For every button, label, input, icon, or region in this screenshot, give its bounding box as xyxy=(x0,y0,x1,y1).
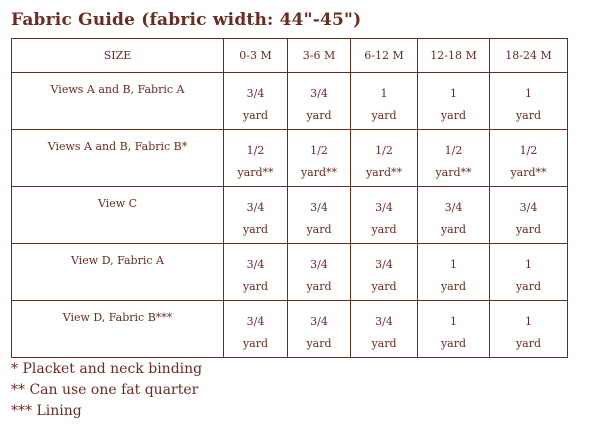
amount-cell xyxy=(351,73,418,130)
footnote: ** Can use one fat quarter xyxy=(11,382,199,398)
amount-value: 3/4 xyxy=(444,201,463,214)
fabric-guide-table xyxy=(11,38,568,358)
footnote: *** Lining xyxy=(11,403,82,419)
amount-cell xyxy=(418,130,490,187)
amount-unit: yard xyxy=(242,223,269,236)
amount-value: 3/4 xyxy=(310,315,328,328)
amount-value: 3/4 xyxy=(246,258,265,271)
amount-value: 1 xyxy=(380,87,388,100)
amount-cell xyxy=(351,301,418,358)
amount-value: 1 xyxy=(525,258,532,271)
amount-value: 1/2 xyxy=(444,144,463,157)
amount-cell xyxy=(351,244,418,301)
amount-unit: yard xyxy=(242,337,269,350)
amount-unit: yard** xyxy=(237,166,274,179)
header-size: SIZE xyxy=(12,39,224,73)
amount-value: 3/4 xyxy=(375,201,393,214)
amount-unit: yard xyxy=(371,337,397,350)
amount-unit: yard xyxy=(440,280,467,293)
amount-cell xyxy=(490,130,568,187)
amount-value: 1 xyxy=(525,315,532,328)
amount-value: 1/2 xyxy=(246,144,265,157)
amount-value: 3/4 xyxy=(246,201,265,214)
amount-value: 3/4 xyxy=(375,315,393,328)
amount-value: 1 xyxy=(525,87,532,100)
page-title: Fabric Guide (fabric width: 44"-45") xyxy=(11,10,362,30)
amount-value: 3/4 xyxy=(246,315,265,328)
header-6-12m: 6-12 M xyxy=(351,39,418,73)
row-label: Views A and B, Fabric B* xyxy=(12,130,224,187)
amount-cell xyxy=(224,187,288,244)
amount-unit: yard xyxy=(371,223,397,236)
header-0-3m: 0-3 M xyxy=(224,39,288,73)
amount-cell xyxy=(288,244,351,301)
table-row xyxy=(12,301,568,358)
amount-value: 3/4 xyxy=(310,87,328,100)
amount-value: 1 xyxy=(450,258,457,271)
amount-cell xyxy=(224,301,288,358)
amount-cell xyxy=(288,187,351,244)
amount-value: 3/4 xyxy=(246,87,265,100)
amount-unit: yard xyxy=(515,337,542,350)
amount-unit: yard** xyxy=(435,166,472,179)
amount-value: 3/4 xyxy=(310,258,328,271)
row-label: View D, Fabric A xyxy=(12,244,224,301)
header-18-24m: 18-24 M xyxy=(490,39,568,73)
amount-cell xyxy=(288,301,351,358)
amount-unit: yard xyxy=(242,109,269,122)
header-12-18m: 12-18 M xyxy=(418,39,490,73)
amount-cell xyxy=(351,130,418,187)
amount-cell xyxy=(288,130,351,187)
amount-unit: yard xyxy=(306,109,332,122)
table-header-row xyxy=(12,39,568,73)
amount-cell xyxy=(224,244,288,301)
amount-unit: yard xyxy=(242,280,269,293)
amount-value: 1 xyxy=(450,315,457,328)
amount-value: 3/4 xyxy=(375,258,393,271)
amount-unit: yard xyxy=(515,223,542,236)
amount-cell xyxy=(224,130,288,187)
amount-cell xyxy=(490,301,568,358)
amount-value: 3/4 xyxy=(519,201,538,214)
footnotes xyxy=(11,359,202,422)
amount-value: 1 xyxy=(450,87,457,100)
header-3-6m: 3-6 M xyxy=(288,39,351,73)
amount-unit: yard** xyxy=(365,166,403,179)
table-row xyxy=(12,244,568,301)
row-label: Views A and B, Fabric A xyxy=(12,73,224,130)
table-row xyxy=(12,73,568,130)
amount-unit: yard xyxy=(515,109,542,122)
amount-cell xyxy=(418,73,490,130)
amount-unit: yard xyxy=(440,223,467,236)
amount-unit: yard xyxy=(371,280,397,293)
amount-unit: yard xyxy=(306,223,332,236)
amount-unit: yard xyxy=(371,109,397,122)
amount-cell xyxy=(351,187,418,244)
amount-unit: yard xyxy=(440,109,467,122)
amount-cell xyxy=(490,244,568,301)
amount-value: 3/4 xyxy=(310,201,328,214)
amount-cell xyxy=(490,187,568,244)
amount-unit: yard xyxy=(306,280,332,293)
amount-value: 1/2 xyxy=(310,144,328,157)
table-row xyxy=(12,187,568,244)
amount-unit: yard xyxy=(440,337,467,350)
amount-cell xyxy=(224,73,288,130)
amount-unit: yard** xyxy=(510,166,547,179)
table-row xyxy=(12,130,568,187)
amount-unit: yard** xyxy=(300,166,338,179)
amount-value: 1/2 xyxy=(375,144,393,157)
amount-cell xyxy=(490,73,568,130)
amount-value: 1/2 xyxy=(519,144,538,157)
amount-unit: yard xyxy=(306,337,332,350)
row-label: View D, Fabric B*** xyxy=(12,301,224,358)
footnote: * Placket and neck binding xyxy=(11,361,203,377)
amount-cell xyxy=(288,73,351,130)
row-label: View C xyxy=(12,187,224,244)
amount-cell xyxy=(418,244,490,301)
amount-unit: yard xyxy=(515,280,542,293)
amount-cell xyxy=(418,301,490,358)
amount-cell xyxy=(418,187,490,244)
